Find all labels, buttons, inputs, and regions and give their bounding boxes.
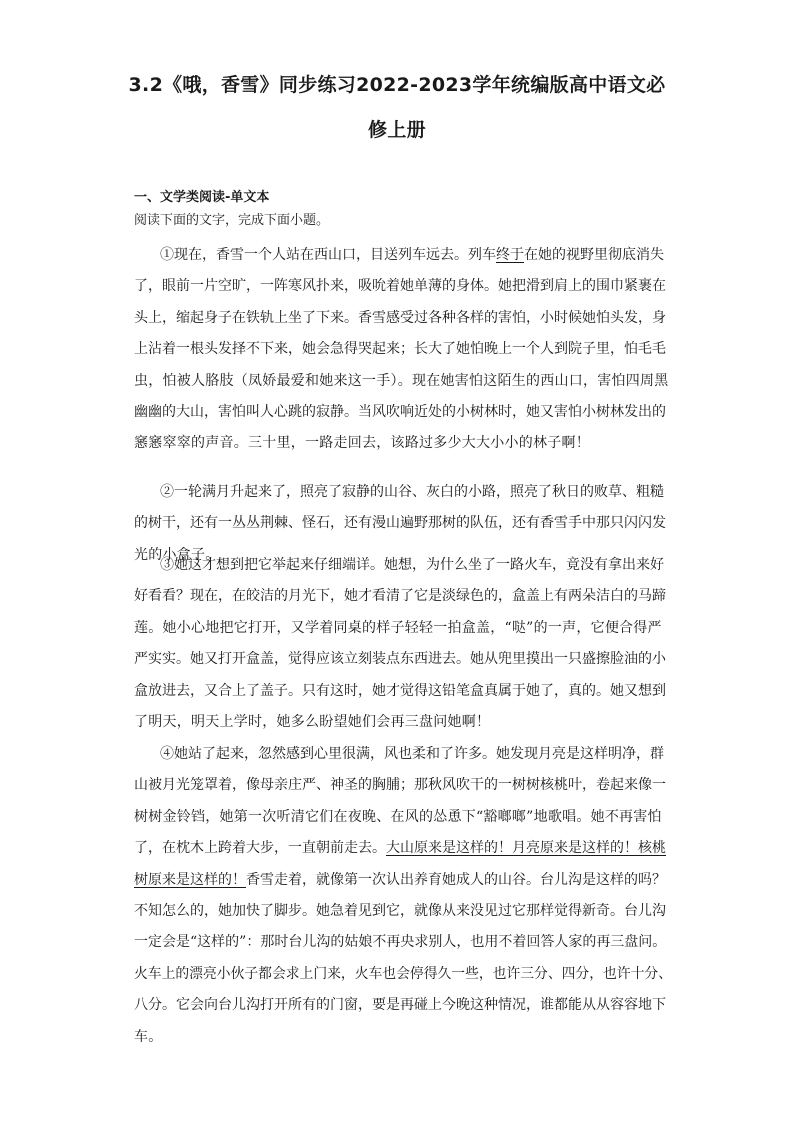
instruction-text: 阅读下面的文字，完成下面小题。	[134, 213, 330, 228]
text-segment: ③她这才想到把它举起来仔细端详。她想，为什么坐了一路火车，竟没有拿出来好	[160, 557, 664, 573]
passage-line	[134, 871, 666, 889]
text-segment: 山被月光笼罩着，像母亲庄严、神圣的胸脯；那秋风吹干的一树树核桃叶，卷起来像一	[134, 777, 666, 794]
underlined-phrase: 大山原来是这样的！月亮原来是这样的！核桃	[386, 840, 666, 857]
passage-line	[160, 246, 664, 264]
section-heading: 一、文学类阅读-单文本	[134, 190, 270, 205]
passage-line	[134, 277, 666, 295]
text-segment: 车。	[134, 1028, 163, 1045]
text-segment: 火车上的漂亮小伙子都会求上门来，火车也会停得久一些，也许三分、四分，也许十分、	[134, 965, 672, 982]
text-segment: 头上，缩起身子在铁轨上坐了下来。香雪感受过各种各样的害怕，小时候她怕头发，身	[134, 309, 666, 326]
passage-line	[134, 839, 666, 857]
passage-line	[134, 514, 666, 532]
text-segment: 了，眼前一片空旷，一阵寒风扑来，吸吮着她单薄的身体。她把滑到肩上的围巾紧裹在	[134, 278, 666, 295]
passage-line	[160, 556, 664, 574]
passage-line	[134, 713, 490, 731]
text-segment: 香雪走着，就像第一次认出养育她成人的山谷。台儿沟是这样的吗？	[246, 871, 666, 888]
text-segment: 盒放进去，又合上了盖子。只有这时，她才觉得这铅笔盒真属于她了，真的。她又想到	[134, 682, 666, 699]
passage-line	[134, 996, 666, 1014]
underlined-phrase: 树原来是这样的！	[134, 871, 246, 888]
passage-line	[134, 902, 666, 920]
text-segment: ④她站了起来，忽然感到心里很满，风也柔和了许多。她发现月亮是这样明净，群	[160, 746, 664, 762]
passage-line	[160, 483, 664, 501]
passage-line	[134, 434, 590, 452]
document-title-line-1: 3.2《哦，香雪》同步练习2022-2023学年统编版高中语文必	[128, 74, 666, 96]
text-segment: 幽幽的大山，害怕叫人心跳的寂静。当风吹响近处的小树林时，她又害怕小树林发出的	[134, 404, 666, 420]
text-segment: 不知怎么的，她加快了脚步。她急着见到它，就像从来没见过它那样觉得新奇。台儿沟	[134, 903, 666, 919]
passage-line	[134, 1028, 163, 1046]
text-segment: 八分。它会向台儿沟打开所有的门窗，要是再碰上今晚这种情况，谁都能从从容容地下	[134, 997, 666, 1014]
passage-line	[134, 403, 666, 421]
text-segment: ②一轮满月升起来了，照亮了寂静的山谷、灰白的小路，照亮了秋日的败草、粗糙	[160, 484, 664, 500]
text-segment: 了，在枕木上跨着大步，一直朝前走去。	[134, 840, 386, 857]
passage-line	[134, 619, 662, 637]
text-segment: 严实实。她又打开盒盖，觉得应该立刻装点东西进去。她从兜里摸出一只盛擦脸油的小	[134, 651, 666, 668]
document-title-line-2: 修上册	[368, 119, 426, 141]
text-segment: ①现在，香雪一个人站在西山口，目送列车远去。列车	[160, 247, 496, 263]
text-segment: 的树干，还有一丛丛荆棘、怪石，还有漫山遍野那树的队伍，还有香雪手中那只闪闪发	[134, 515, 666, 532]
passage-line	[134, 372, 669, 390]
text-segment: 上沾着一根头发择不下来，她会急得哭起来；长大了她怕晚上一个人到院子里，怕毛毛	[134, 341, 666, 358]
text-segment: 了明天，明天上学时，她多么盼望她们会再三盘问她啊！	[134, 714, 491, 730]
passage-line	[134, 340, 666, 358]
passage-line	[134, 965, 672, 983]
text-segment: 虫，怕被人胳肢（凤娇最爱和她来这一手）。现在她害怕这陌生的西山口，害怕四周黑	[134, 372, 669, 389]
passage-line	[134, 587, 666, 605]
text-segment: 莲。她小心地把它打开，又学着同桌的样子轻轻一拍盒盖，“哒”的一声，它便合得严	[134, 619, 662, 636]
text-segment: 一定会是“这样的”：那时台儿沟的姑娘不再央求别人，也用不着回答人家的再三盘问。	[134, 934, 667, 951]
text-segment: 光的小盒子。	[134, 546, 220, 563]
text-segment: 好看看？现在，在皎洁的月光下，她才看清了它是淡绿色的，盒盖上有两朵洁白的马蹄	[134, 588, 666, 605]
text-segment: 窸窸窣窣的声音。三十里，一路走回去，该路过多少大大小小的林子啊！	[134, 435, 590, 452]
underlined-phrase: 终于	[496, 247, 524, 263]
passage-line	[134, 808, 662, 826]
passage-line	[134, 650, 666, 668]
passage-line	[134, 933, 666, 951]
passage-line	[134, 309, 666, 327]
text-segment: 在她的视野里彻底消失	[524, 247, 664, 263]
passage-line	[134, 776, 666, 794]
text-segment: 树树金铃铛，她第一次听清它们在夜晚、在风的怂恿下“豁啷啷”地歌唱。她不再害怕	[134, 808, 662, 825]
passage-line	[134, 682, 666, 700]
passage-line	[160, 745, 664, 763]
